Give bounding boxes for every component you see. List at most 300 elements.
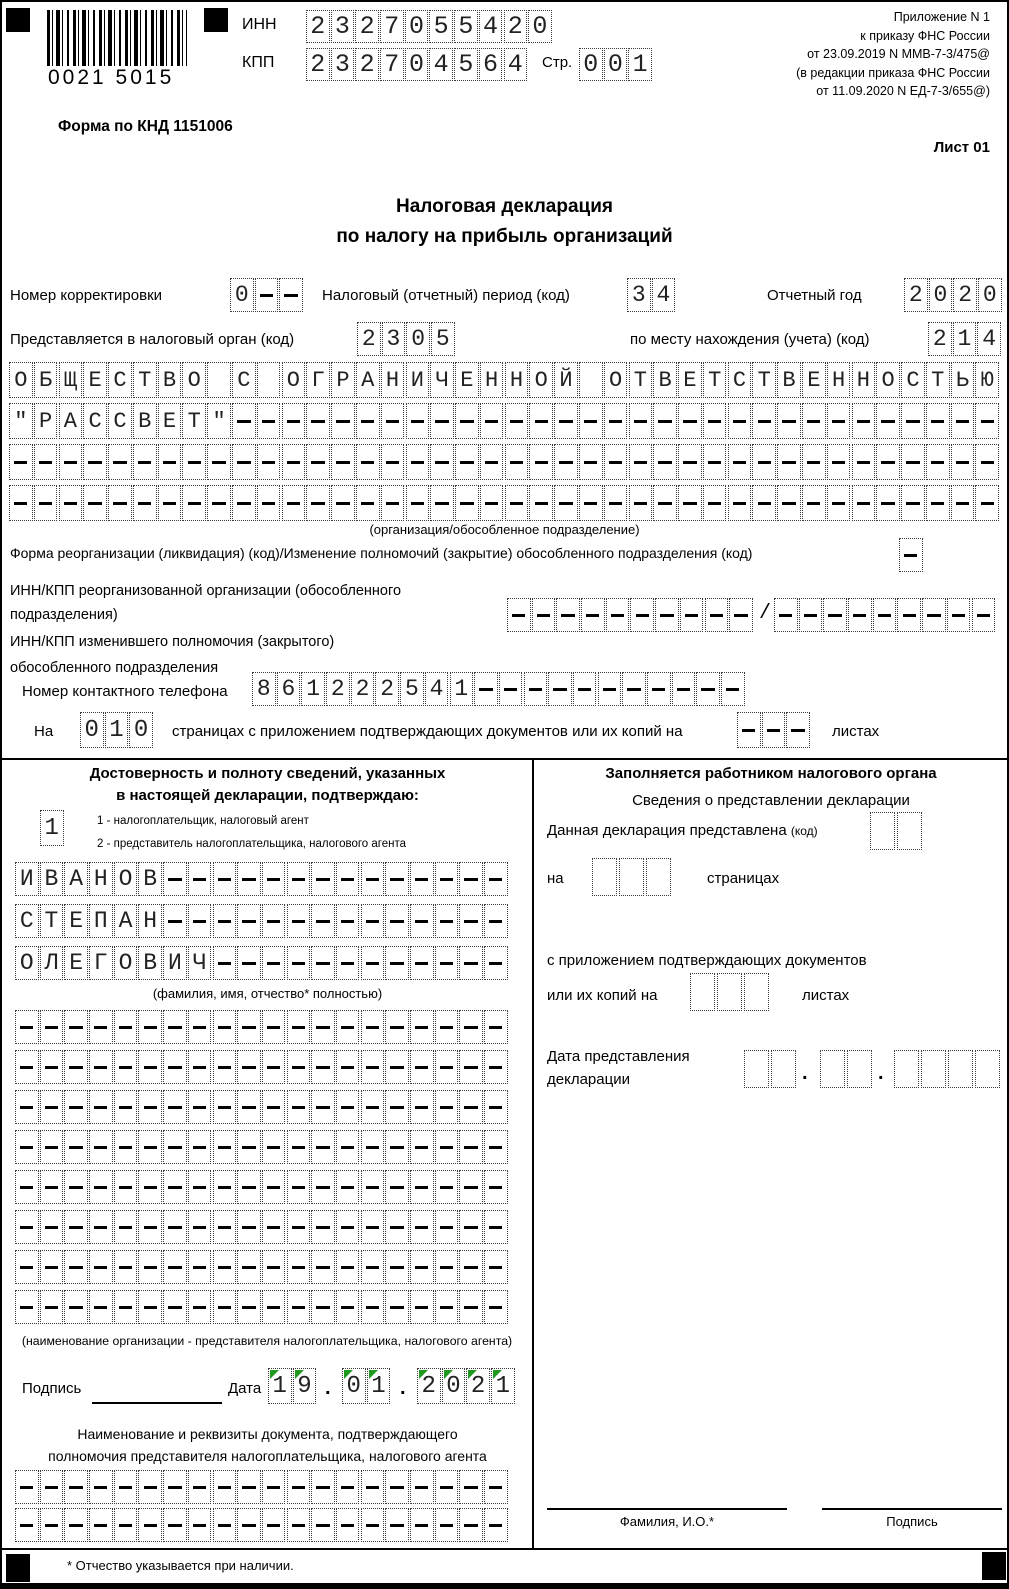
char-cell[interactable] bbox=[554, 403, 578, 439]
char-cell[interactable]: 2 bbox=[417, 1368, 441, 1404]
char-cell[interactable] bbox=[114, 1130, 138, 1164]
char-cell[interactable]: Щ bbox=[59, 362, 83, 398]
char-cell[interactable] bbox=[361, 1090, 385, 1124]
char-cell[interactable] bbox=[237, 946, 261, 980]
char-cell[interactable] bbox=[188, 862, 212, 896]
char-cell[interactable] bbox=[455, 444, 479, 480]
char-cell[interactable] bbox=[163, 1470, 187, 1504]
char-cell[interactable]: 5 bbox=[454, 48, 478, 81]
char-cell[interactable] bbox=[752, 403, 776, 439]
char-cell[interactable]: 4 bbox=[425, 672, 449, 706]
char-cell[interactable]: С bbox=[728, 362, 752, 398]
char-cell[interactable] bbox=[975, 403, 999, 439]
char-cell[interactable] bbox=[786, 712, 810, 748]
char-cell[interactable] bbox=[629, 403, 653, 439]
char-cell[interactable] bbox=[385, 1170, 409, 1204]
char-cell[interactable] bbox=[728, 403, 752, 439]
char-cell[interactable] bbox=[262, 1090, 286, 1124]
char-cell[interactable] bbox=[311, 862, 335, 896]
char-cell[interactable]: Г bbox=[306, 362, 330, 398]
char-cell[interactable]: 3 bbox=[382, 322, 406, 356]
char-cell[interactable] bbox=[287, 904, 311, 938]
char-cell[interactable] bbox=[311, 1090, 335, 1124]
pages-count-field[interactable] bbox=[80, 712, 154, 748]
char-cell[interactable] bbox=[629, 485, 653, 521]
char-cell[interactable]: 5 bbox=[429, 10, 453, 43]
char-cell[interactable] bbox=[207, 444, 231, 480]
char-cell[interactable] bbox=[207, 485, 231, 521]
reorg-code-field[interactable] bbox=[899, 538, 924, 572]
char-cell[interactable]: А bbox=[114, 904, 138, 938]
char-cell[interactable] bbox=[647, 672, 671, 706]
char-cell[interactable] bbox=[975, 444, 999, 480]
char-cell[interactable] bbox=[435, 1470, 459, 1504]
char-cell[interactable] bbox=[435, 1290, 459, 1324]
char-cell[interactable] bbox=[873, 598, 897, 632]
char-cell[interactable] bbox=[435, 946, 459, 980]
char-cell[interactable] bbox=[311, 904, 335, 938]
char-cell[interactable] bbox=[89, 1130, 113, 1164]
char-cell[interactable] bbox=[604, 485, 628, 521]
char-cell[interactable]: 2 bbox=[375, 672, 399, 706]
char-cell[interactable]: Т bbox=[133, 362, 157, 398]
char-cell[interactable] bbox=[484, 946, 508, 980]
char-cell[interactable] bbox=[15, 1170, 39, 1204]
char-cell[interactable] bbox=[435, 1010, 459, 1044]
char-cell[interactable] bbox=[696, 672, 720, 706]
char-cell[interactable] bbox=[410, 1050, 434, 1084]
char-cell[interactable] bbox=[311, 1050, 335, 1084]
char-cell[interactable]: Н bbox=[89, 862, 113, 896]
char-cell[interactable] bbox=[852, 444, 876, 480]
char-cell[interactable] bbox=[455, 485, 479, 521]
char-cell[interactable] bbox=[579, 403, 603, 439]
char-cell[interactable]: О bbox=[15, 946, 39, 980]
char-cell[interactable] bbox=[505, 485, 529, 521]
char-cell[interactable] bbox=[823, 598, 847, 632]
char-cell[interactable]: 3 bbox=[627, 278, 651, 312]
char-cell[interactable] bbox=[331, 403, 355, 439]
char-cell[interactable] bbox=[188, 1470, 212, 1504]
char-cell[interactable]: 1 bbox=[953, 322, 977, 356]
char-cell[interactable] bbox=[133, 444, 157, 480]
char-cell[interactable] bbox=[114, 1050, 138, 1084]
char-cell[interactable] bbox=[802, 444, 826, 480]
char-cell[interactable] bbox=[678, 444, 702, 480]
char-cell[interactable] bbox=[361, 1470, 385, 1504]
location-field[interactable] bbox=[928, 322, 1002, 356]
char-cell[interactable]: Н bbox=[138, 904, 162, 938]
char-cell[interactable] bbox=[64, 1508, 88, 1542]
char-cell[interactable]: Н bbox=[852, 362, 876, 398]
char-cell[interactable] bbox=[138, 1090, 162, 1124]
char-cell[interactable] bbox=[138, 1050, 162, 1084]
char-cell[interactable] bbox=[163, 1130, 187, 1164]
char-cell[interactable] bbox=[207, 362, 231, 398]
char-cell[interactable]: Т bbox=[40, 904, 64, 938]
char-cell[interactable] bbox=[15, 1090, 39, 1124]
char-cell[interactable] bbox=[361, 1250, 385, 1284]
char-cell[interactable] bbox=[484, 1090, 508, 1124]
char-cell[interactable] bbox=[406, 403, 430, 439]
char-cell[interactable] bbox=[474, 672, 498, 706]
char-cell[interactable] bbox=[188, 1250, 212, 1284]
char-cell[interactable] bbox=[163, 1050, 187, 1084]
char-cell[interactable] bbox=[237, 862, 261, 896]
char-cell[interactable] bbox=[459, 904, 483, 938]
char-cell[interactable] bbox=[262, 946, 286, 980]
char-cell[interactable]: 0 bbox=[929, 278, 953, 312]
char-cell[interactable] bbox=[430, 444, 454, 480]
char-cell[interactable] bbox=[690, 973, 715, 1011]
char-cell[interactable] bbox=[361, 1170, 385, 1204]
char-cell[interactable] bbox=[774, 598, 798, 632]
char-cell[interactable] bbox=[40, 1090, 64, 1124]
char-cell[interactable] bbox=[381, 444, 405, 480]
char-cell[interactable] bbox=[188, 1050, 212, 1084]
char-cell[interactable] bbox=[336, 904, 360, 938]
char-cell[interactable]: " bbox=[207, 403, 231, 439]
char-cell[interactable] bbox=[435, 862, 459, 896]
char-cell[interactable] bbox=[237, 1250, 261, 1284]
char-cell[interactable] bbox=[237, 1210, 261, 1244]
char-cell[interactable] bbox=[410, 1290, 434, 1324]
char-cell[interactable] bbox=[15, 1250, 39, 1284]
char-cell[interactable]: 5 bbox=[431, 322, 455, 356]
char-cell[interactable] bbox=[114, 1290, 138, 1324]
char-cell[interactable] bbox=[361, 1010, 385, 1044]
char-cell[interactable] bbox=[89, 1508, 113, 1542]
char-cell[interactable]: 7 bbox=[380, 48, 404, 81]
char-cell[interactable] bbox=[237, 1090, 261, 1124]
char-cell[interactable] bbox=[410, 1508, 434, 1542]
char-cell[interactable] bbox=[114, 1170, 138, 1204]
char-cell[interactable] bbox=[64, 1210, 88, 1244]
char-cell[interactable] bbox=[64, 1130, 88, 1164]
char-cell[interactable]: В bbox=[653, 362, 677, 398]
char-cell[interactable] bbox=[385, 1250, 409, 1284]
char-cell[interactable] bbox=[435, 1130, 459, 1164]
char-cell[interactable]: 6 bbox=[479, 48, 503, 81]
char-cell[interactable] bbox=[484, 1250, 508, 1284]
char-cell[interactable] bbox=[9, 485, 33, 521]
char-cell[interactable] bbox=[630, 598, 654, 632]
char-cell[interactable] bbox=[213, 946, 237, 980]
char-cell[interactable] bbox=[89, 1090, 113, 1124]
char-cell[interactable] bbox=[480, 444, 504, 480]
char-cell[interactable] bbox=[108, 444, 132, 480]
char-cell[interactable] bbox=[484, 1010, 508, 1044]
char-cell[interactable] bbox=[729, 598, 753, 632]
char-cell[interactable] bbox=[262, 1050, 286, 1084]
char-cell[interactable] bbox=[554, 485, 578, 521]
char-cell[interactable] bbox=[133, 485, 157, 521]
char-cell[interactable] bbox=[579, 362, 603, 398]
char-cell[interactable] bbox=[505, 444, 529, 480]
char-cell[interactable] bbox=[899, 538, 923, 572]
char-cell[interactable] bbox=[306, 403, 330, 439]
char-cell[interactable]: 0 bbox=[405, 10, 429, 43]
reorg-kpp-field[interactable] bbox=[774, 598, 996, 632]
char-cell[interactable] bbox=[287, 1170, 311, 1204]
char-cell[interactable]: 8 bbox=[252, 672, 276, 706]
char-cell[interactable] bbox=[138, 1470, 162, 1504]
reorg-inn-field[interactable] bbox=[507, 598, 754, 632]
char-cell[interactable]: 0 bbox=[528, 10, 552, 43]
char-cell[interactable]: О bbox=[604, 362, 628, 398]
char-cell[interactable] bbox=[311, 1010, 335, 1044]
char-cell[interactable]: В bbox=[40, 862, 64, 896]
char-cell[interactable] bbox=[876, 485, 900, 521]
char-cell[interactable]: С bbox=[15, 904, 39, 938]
char-cell[interactable] bbox=[89, 1250, 113, 1284]
char-cell[interactable]: 0 bbox=[230, 278, 254, 312]
char-cell[interactable]: 1 bbox=[40, 810, 64, 846]
char-cell[interactable] bbox=[847, 1050, 872, 1088]
char-cell[interactable] bbox=[459, 1050, 483, 1084]
char-cell[interactable]: А bbox=[59, 403, 83, 439]
char-cell[interactable] bbox=[548, 672, 572, 706]
char-cell[interactable] bbox=[484, 1170, 508, 1204]
firstname-field[interactable] bbox=[15, 904, 509, 938]
char-cell[interactable]: О bbox=[114, 862, 138, 896]
char-cell[interactable]: 2 bbox=[351, 672, 375, 706]
char-cell[interactable] bbox=[975, 1050, 1000, 1088]
char-cell[interactable] bbox=[410, 1470, 434, 1504]
char-cell[interactable] bbox=[232, 403, 256, 439]
char-cell[interactable] bbox=[385, 1090, 409, 1124]
char-cell[interactable] bbox=[282, 403, 306, 439]
char-cell[interactable] bbox=[385, 904, 409, 938]
char-cell[interactable]: П bbox=[89, 904, 113, 938]
char-cell[interactable]: С bbox=[232, 362, 256, 398]
char-cell[interactable] bbox=[83, 444, 107, 480]
char-cell[interactable] bbox=[213, 1470, 237, 1504]
char-cell[interactable] bbox=[728, 485, 752, 521]
char-cell[interactable] bbox=[237, 1050, 261, 1084]
char-cell[interactable] bbox=[921, 1050, 946, 1088]
char-cell[interactable] bbox=[385, 1290, 409, 1324]
char-cell[interactable] bbox=[802, 403, 826, 439]
char-cell[interactable] bbox=[40, 1050, 64, 1084]
char-cell[interactable] bbox=[89, 1010, 113, 1044]
char-cell[interactable] bbox=[385, 1010, 409, 1044]
char-cell[interactable]: 0 bbox=[978, 278, 1002, 312]
org-name-row-3[interactable] bbox=[9, 444, 1000, 480]
char-cell[interactable]: А bbox=[64, 862, 88, 896]
char-cell[interactable] bbox=[262, 862, 286, 896]
char-cell[interactable] bbox=[975, 485, 999, 521]
char-cell[interactable] bbox=[15, 1210, 39, 1244]
char-cell[interactable] bbox=[972, 598, 996, 632]
char-cell[interactable] bbox=[213, 862, 237, 896]
char-cell[interactable] bbox=[89, 1210, 113, 1244]
char-cell[interactable] bbox=[556, 598, 580, 632]
inspector-date-month-field[interactable] bbox=[820, 1050, 874, 1088]
char-cell[interactable] bbox=[287, 1090, 311, 1124]
char-cell[interactable] bbox=[744, 973, 769, 1011]
char-cell[interactable] bbox=[237, 1010, 261, 1044]
char-cell[interactable] bbox=[802, 485, 826, 521]
char-cell[interactable]: Т bbox=[182, 403, 206, 439]
doc-row[interactable] bbox=[15, 1470, 509, 1504]
char-cell[interactable] bbox=[336, 1050, 360, 1084]
char-cell[interactable] bbox=[114, 1090, 138, 1124]
char-cell[interactable] bbox=[484, 1130, 508, 1164]
char-cell[interactable] bbox=[163, 1010, 187, 1044]
char-cell[interactable] bbox=[287, 862, 311, 896]
char-cell[interactable] bbox=[604, 403, 628, 439]
char-cell[interactable]: 2 bbox=[355, 10, 379, 43]
org-rep-row[interactable] bbox=[15, 1170, 509, 1204]
char-cell[interactable] bbox=[459, 1090, 483, 1124]
org-rep-row[interactable] bbox=[15, 1090, 509, 1124]
char-cell[interactable] bbox=[336, 1470, 360, 1504]
char-cell[interactable] bbox=[524, 672, 548, 706]
char-cell[interactable] bbox=[459, 1210, 483, 1244]
char-cell[interactable] bbox=[188, 904, 212, 938]
org-rep-row[interactable] bbox=[15, 1290, 509, 1324]
char-cell[interactable] bbox=[356, 403, 380, 439]
char-cell[interactable]: 0 bbox=[442, 1368, 466, 1404]
org-name-row-2[interactable] bbox=[9, 403, 1000, 439]
char-cell[interactable] bbox=[852, 485, 876, 521]
char-cell[interactable] bbox=[385, 1508, 409, 1542]
char-cell[interactable] bbox=[901, 485, 925, 521]
date-year-field[interactable] bbox=[417, 1368, 516, 1404]
char-cell[interactable]: Ч bbox=[430, 362, 454, 398]
char-cell[interactable] bbox=[827, 403, 851, 439]
char-cell[interactable] bbox=[158, 485, 182, 521]
char-cell[interactable] bbox=[213, 1170, 237, 1204]
char-cell[interactable] bbox=[336, 1090, 360, 1124]
char-cell[interactable] bbox=[852, 403, 876, 439]
char-cell[interactable]: Т bbox=[703, 362, 727, 398]
char-cell[interactable] bbox=[410, 1170, 434, 1204]
correction-field[interactable] bbox=[230, 278, 304, 312]
char-cell[interactable]: Е bbox=[158, 403, 182, 439]
submitted-code-field[interactable] bbox=[870, 812, 924, 850]
char-cell[interactable] bbox=[213, 1010, 237, 1044]
char-cell[interactable] bbox=[598, 672, 622, 706]
char-cell[interactable] bbox=[430, 485, 454, 521]
char-cell[interactable]: В bbox=[133, 403, 157, 439]
char-cell[interactable] bbox=[114, 1010, 138, 1044]
char-cell[interactable] bbox=[306, 444, 330, 480]
char-cell[interactable] bbox=[336, 1508, 360, 1542]
char-cell[interactable] bbox=[188, 1010, 212, 1044]
char-cell[interactable] bbox=[257, 403, 281, 439]
char-cell[interactable] bbox=[40, 1508, 64, 1542]
char-cell[interactable] bbox=[9, 444, 33, 480]
char-cell[interactable] bbox=[507, 598, 531, 632]
char-cell[interactable] bbox=[619, 858, 644, 896]
char-cell[interactable] bbox=[385, 1130, 409, 1164]
char-cell[interactable] bbox=[311, 1130, 335, 1164]
char-cell[interactable] bbox=[15, 1130, 39, 1164]
char-cell[interactable] bbox=[762, 712, 786, 748]
char-cell[interactable] bbox=[311, 1250, 335, 1284]
char-cell[interactable]: Р bbox=[34, 403, 58, 439]
char-cell[interactable] bbox=[646, 858, 671, 896]
char-cell[interactable] bbox=[40, 1290, 64, 1324]
char-cell[interactable] bbox=[897, 598, 921, 632]
char-cell[interactable] bbox=[138, 1010, 162, 1044]
char-cell[interactable] bbox=[138, 1508, 162, 1542]
char-cell[interactable] bbox=[257, 362, 281, 398]
char-cell[interactable] bbox=[680, 598, 704, 632]
char-cell[interactable] bbox=[158, 444, 182, 480]
char-cell[interactable]: 0 bbox=[342, 1368, 366, 1404]
char-cell[interactable] bbox=[777, 403, 801, 439]
char-cell[interactable] bbox=[435, 1050, 459, 1084]
char-cell[interactable] bbox=[870, 812, 895, 850]
char-cell[interactable]: 0 bbox=[406, 322, 430, 356]
char-cell[interactable] bbox=[606, 598, 630, 632]
char-cell[interactable]: И bbox=[406, 362, 430, 398]
char-cell[interactable]: 9 bbox=[293, 1368, 317, 1404]
char-cell[interactable] bbox=[947, 598, 971, 632]
char-cell[interactable] bbox=[459, 862, 483, 896]
char-cell[interactable] bbox=[799, 598, 823, 632]
char-cell[interactable] bbox=[34, 485, 58, 521]
char-cell[interactable] bbox=[311, 1508, 335, 1542]
char-cell[interactable] bbox=[213, 1130, 237, 1164]
char-cell[interactable] bbox=[15, 1050, 39, 1084]
char-cell[interactable] bbox=[232, 485, 256, 521]
char-cell[interactable] bbox=[435, 1090, 459, 1124]
char-cell[interactable] bbox=[213, 904, 237, 938]
char-cell[interactable] bbox=[311, 1210, 335, 1244]
org-rep-row[interactable] bbox=[15, 1210, 509, 1244]
char-cell[interactable] bbox=[752, 444, 776, 480]
char-cell[interactable] bbox=[188, 1170, 212, 1204]
char-cell[interactable] bbox=[356, 485, 380, 521]
char-cell[interactable] bbox=[138, 1250, 162, 1284]
char-cell[interactable] bbox=[653, 444, 677, 480]
char-cell[interactable] bbox=[604, 444, 628, 480]
char-cell[interactable] bbox=[89, 1050, 113, 1084]
char-cell[interactable]: 1 bbox=[367, 1368, 391, 1404]
char-cell[interactable] bbox=[287, 1050, 311, 1084]
char-cell[interactable] bbox=[237, 1170, 261, 1204]
phone-field[interactable] bbox=[252, 672, 746, 706]
char-cell[interactable] bbox=[926, 403, 950, 439]
char-cell[interactable] bbox=[406, 444, 430, 480]
char-cell[interactable]: О bbox=[9, 362, 33, 398]
surname-field[interactable] bbox=[15, 862, 509, 896]
char-cell[interactable] bbox=[282, 485, 306, 521]
char-cell[interactable] bbox=[213, 1210, 237, 1244]
char-cell[interactable] bbox=[435, 904, 459, 938]
char-cell[interactable] bbox=[311, 1170, 335, 1204]
char-cell[interactable]: 0 bbox=[129, 712, 153, 748]
char-cell[interactable] bbox=[653, 485, 677, 521]
char-cell[interactable] bbox=[262, 904, 286, 938]
char-cell[interactable] bbox=[361, 904, 385, 938]
org-name-row-1[interactable] bbox=[9, 362, 1000, 398]
char-cell[interactable] bbox=[40, 1130, 64, 1164]
char-cell[interactable]: О bbox=[182, 362, 206, 398]
char-cell[interactable] bbox=[138, 1170, 162, 1204]
char-cell[interactable] bbox=[459, 1470, 483, 1504]
char-cell[interactable] bbox=[64, 1050, 88, 1084]
char-cell[interactable] bbox=[163, 1508, 187, 1542]
char-cell[interactable]: Е bbox=[64, 904, 88, 938]
char-cell[interactable] bbox=[279, 278, 303, 312]
char-cell[interactable]: И bbox=[163, 946, 187, 980]
char-cell[interactable]: 5 bbox=[400, 672, 424, 706]
